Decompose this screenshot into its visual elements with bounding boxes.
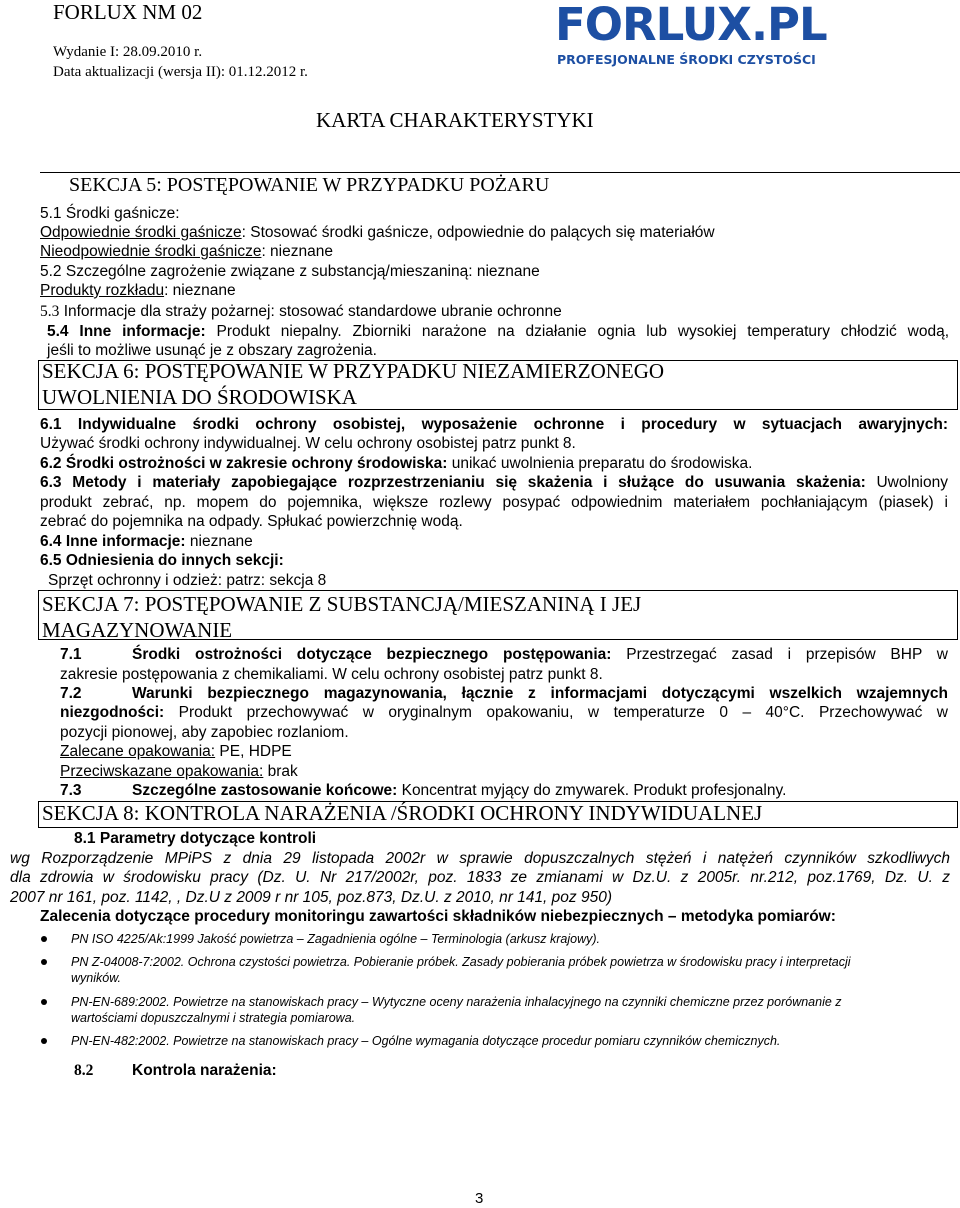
page-number: 3: [475, 1190, 484, 1207]
label: Produkty rozkładu: [40, 282, 165, 299]
s7-2-packaging: [60, 742, 292, 762]
bullet-3: PN-EN-689:2002. Powietrze na stanowiskach pracy – Wytyczne oceny narażenia inhalacyjnego na czynniki chemiczne przez porównanie z: [71, 995, 842, 1009]
s5-2b: [40, 281, 236, 301]
label: Środki ostrożności dotyczące bezpiecznego postępowania:: [132, 646, 612, 663]
bullet-2: PN Z-04008-7:2002. Ochrona czystości powietrza. Pobieranie próbek. Zasady pobierania próbek powietrza w środowisku pracy i interpretacji: [71, 955, 851, 969]
label: Przeciwskazane opakowania:: [60, 763, 264, 780]
label: Nieodpowiednie środki gaśnicze: [40, 243, 262, 260]
label: 6.2 Środki ostrożności w zakresie ochrony środowiska:: [40, 455, 448, 472]
s8-2: Kontrola narażenia:: [132, 1062, 277, 1079]
s5-1: 5.1 Środki gaśnicze:: [40, 205, 180, 222]
s7-3-num: 7.3: [60, 782, 82, 799]
s7-2c: pozycji pionowej, aby zapobiec rozlaniom.: [60, 724, 349, 741]
forlux-logo: [555, 0, 890, 74]
label: Szczególne zastosowanie końcowe:: [132, 782, 398, 799]
edition-date: Wydanie I: 28.09.2010 r.: [53, 44, 203, 60]
label: 6.1 Indywidualne środki ochrony osobistej, wyposażenie ochronne i procedury w sytuacjach awaryjnych:: [40, 416, 948, 433]
s5-4b: jeśli to możliwe usunąć je z obszary zagrożenia.: [47, 342, 377, 359]
bullet-dot: [41, 936, 47, 942]
s7-1b: zakresie postępowania z chemikaliami. W celu ochrony osobistej patrz punkt 8.: [60, 666, 603, 683]
s8-monitoring: Zalecenia dotyczące procedury monitoringu zawartości składników niebezpiecznych – metodyka pomiarów:: [40, 908, 836, 925]
label: Informacje dla straży pożarnej:: [63, 303, 275, 320]
label: 5.2 Szczególne zagrożenie związane z substancją/mieszaniną:: [40, 263, 473, 280]
s7-heading-line2: MAGAZYNOWANIE: [42, 618, 233, 642]
s5-3: [40, 302, 562, 322]
text: brak: [263, 763, 298, 780]
s6-4: [40, 532, 253, 552]
s6-3: [40, 473, 948, 493]
s6-1-text: Używać środki ochrony indywidualnej. W celu ochrony osobistej patrz punkt 8.: [40, 435, 576, 452]
label: 6.3 Metody i materiały zapobiegające rozprzestrzenianiu się skażenia i służące do usuwania skażenia:: [40, 474, 866, 491]
s8-2-num: 8.2: [74, 1062, 94, 1079]
update-date: Data aktualizacji (wersja II): 01.12.2012 r.: [53, 64, 308, 80]
logo-tagline: PROFESJONALNE ŚRODKI CZYSTOŚCI: [557, 52, 816, 67]
s6-heading-line1: SEKCJA 6: POSTĘPOWANIE W PRZYPADKU NIEZAMIERZONEGO: [42, 359, 665, 383]
s7-1: [132, 645, 948, 665]
bullet-dot: [41, 1038, 47, 1044]
s7-heading-line1: SEKCJA 7: POSTĘPOWANIE Z SUBSTANCJĄ/MIESZANINĄ I JEJ: [42, 592, 642, 616]
text: PE, HDPE: [215, 743, 292, 760]
s6-3b: produkt zebrać, np. mopem do pojemnika, większe rozlewy posypać odpowiednim materiałem pochłaniającym (piasek) i: [40, 494, 948, 511]
label: niezgodności:: [60, 704, 165, 721]
s8-regulation-1: wg Rozporządzenie MPiPS z dnia 29 listopada 2002r w sprawie dopuszczalnych stężeń i natężeń czynników szkodliwych: [10, 850, 950, 867]
text: unikać uwolnienia preparatu do środowiska.: [447, 455, 753, 472]
text: : nieznane: [164, 282, 236, 299]
s6-heading-line2: UWOLNIENIA DO ŚRODOWISKA: [42, 385, 357, 409]
s7-2-num: 7.2: [60, 685, 82, 702]
s5-4: [47, 322, 949, 342]
bullet-dot: [41, 959, 47, 965]
s5-1a: [40, 223, 715, 243]
s8-heading-line1: SEKCJA 8: KONTROLA NARAŻENIA /ŚRODKI OCHRONY INDYWIDUALNEJ: [42, 801, 763, 825]
s7-1-num: 7.1: [60, 646, 82, 663]
s8-regulation-2: dla zdrowia w środowisku pracy (Dz. U. Nr 217/2002r, poz. 1833 ze zmianami w Dz.U. z 2005r. nr.212, poz.1769, Dz. U. z: [10, 869, 950, 886]
label: Zalecane opakowania:: [60, 743, 216, 760]
bullet-4: PN-EN-482:2002. Powietrze na stanowiskach pracy – Ogólne wymagania dotyczące procedur pomiaru czynników chemicznych.: [71, 1034, 781, 1048]
section-8-heading: [38, 801, 958, 828]
label: Odpowiednie środki gaśnicze: [40, 224, 242, 241]
document-title: FORLUX NM 02: [53, 0, 203, 24]
s6-5-text: Sprzęt ochronny i odzież: patrz: sekcja 8: [48, 572, 327, 589]
s6-1: [40, 415, 948, 435]
s7-2: [60, 703, 948, 723]
num: 5.3: [40, 303, 60, 320]
s7-2-contra: [60, 762, 298, 782]
text: Produkt przechowywać w oryginalnym opakowaniu, w temperaturze 0 – 40°C. Przechowywać w: [164, 704, 948, 721]
text: Produkt niepalny. Zbiorniki narażone na działanie ognia lub wysokiej temperatury chłodzić wodą,: [205, 323, 949, 340]
bullet-2b: wyników.: [71, 971, 122, 985]
s6-3c: zebrać do pojemnika na odpady. Spłukać powierzchnię wodą.: [40, 513, 463, 530]
bullet-3b: wartościami dopuszczalnymi i strategia pomiarowa.: [71, 1011, 356, 1025]
text: Przestrzegać zasad i przepisów BHP w: [611, 646, 948, 663]
text: : nieznane: [261, 243, 333, 260]
text: Uwolniony: [865, 474, 948, 491]
s8-1: 8.1 Parametry dotyczące kontroli: [74, 830, 317, 847]
text: stosować standardowe ubranie ochronne: [274, 303, 562, 320]
section-5-heading: SEKCJA 5: POSTĘPOWANIE W PRZYPADKU POŻARU: [69, 174, 550, 196]
s6-2: [40, 454, 752, 474]
logo-wordmark: FORLUX.PL: [555, 0, 827, 51]
section-7-heading: [38, 590, 958, 640]
header-rule: [40, 172, 960, 173]
text: : Stosować środki gaśnicze, odpowiednie do palących się materiałów: [241, 224, 715, 241]
label: 5.4 Inne informacje:: [47, 323, 206, 340]
text: nieznane: [472, 263, 540, 280]
section-6-heading: [38, 360, 958, 410]
card-title: KARTA CHARAKTERYSTYKI: [316, 108, 594, 132]
label: 6.4 Inne informacje:: [40, 533, 186, 550]
text: nieznane: [185, 533, 253, 550]
bullet-1: PN ISO 4225/Ak:1999 Jakość powietrza – Zagadnienia ogólne – Terminologia (arkusz krajowy).: [71, 932, 600, 946]
s7-3: [132, 781, 786, 801]
s7-2-label: Warunki bezpiecznego magazynowania, łącznie z informacjami dotyczącymi wszelkich wzajemnych: [132, 685, 948, 702]
bullet-dot: [41, 999, 47, 1005]
s5-2: [40, 262, 540, 282]
s5-1b: [40, 242, 333, 262]
s6-5: 6.5 Odniesienia do innych sekcji:: [40, 552, 284, 569]
text: Koncentrat myjący do zmywarek. Produkt profesjonalny.: [397, 782, 787, 799]
s8-regulation-3: 2007 nr 161, poz. 1142, , Dz.U z 2009 r nr 105, poz.873, Dz.U. z 2010, nr 141, poz 950): [10, 889, 612, 906]
